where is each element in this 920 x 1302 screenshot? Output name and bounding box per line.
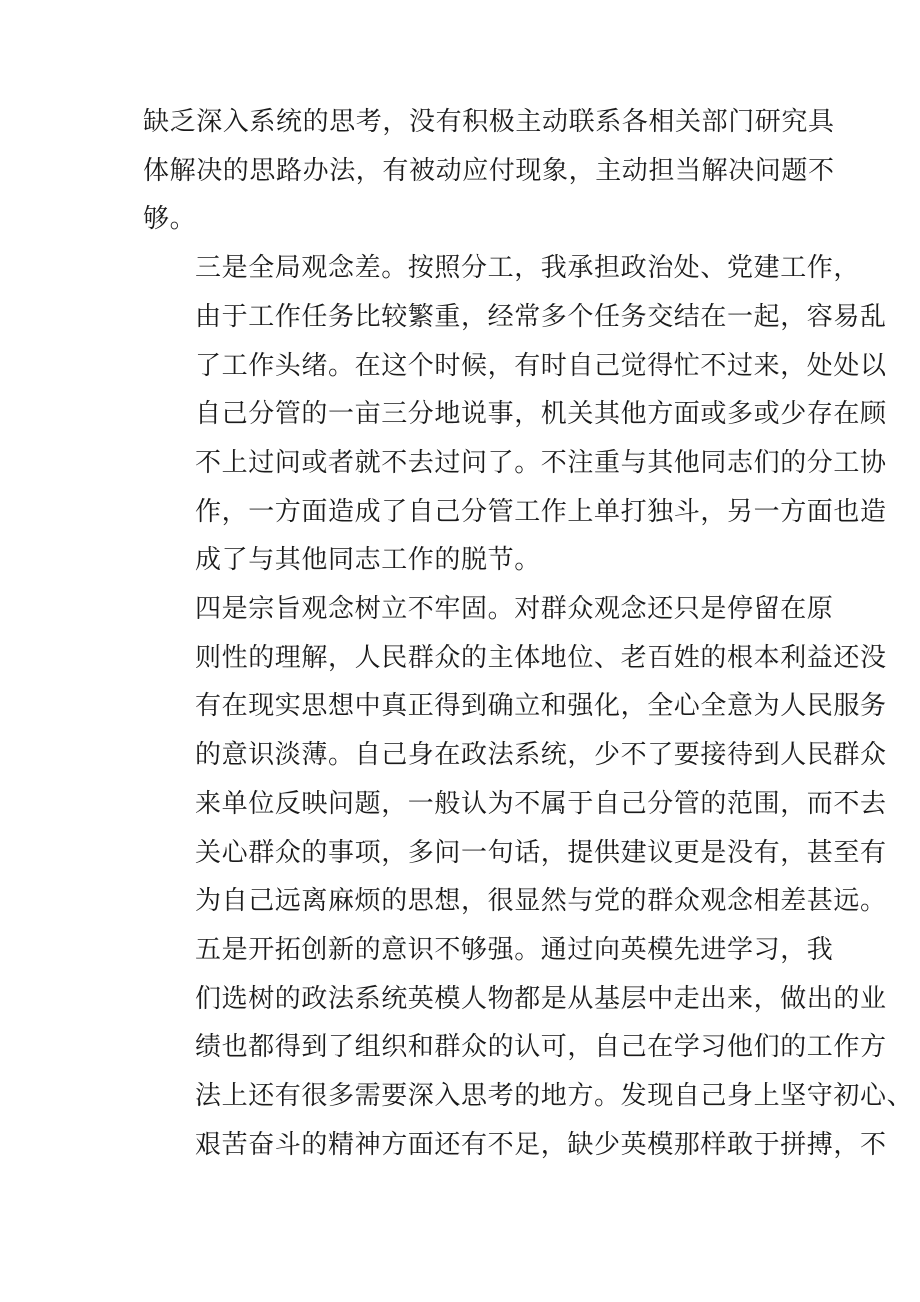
- text-line: 够。: [143, 204, 197, 235]
- text-line: 绩也都得到了组织和群众的认可，自己在学习他们的工作方: [195, 1032, 887, 1063]
- text-line: 来单位反映问题，一般认为不属于自己分管的范围，而不去: [195, 788, 887, 819]
- document-body: [143, 98, 914, 1169]
- paragraph-innovation: [143, 926, 914, 1170]
- text-line: 艰苦奋斗的精神方面还有不足，缺少英模那样敢于拼搏，不: [195, 1129, 887, 1160]
- text-line: 为自己远离麻烦的思想，很显然与党的群众观念相差甚远。: [195, 886, 887, 917]
- text-line: 关心群众的事项，多问一句话，提供建议更是没有，甚至有: [195, 837, 887, 868]
- text-line: 则性的理解，人民群众的主体地位、老百姓的根本利益还没: [195, 642, 887, 673]
- text-line: 五是开拓创新的意识不够强。通过向英模先进学习，我: [195, 934, 834, 965]
- text-line: 作，一方面造成了自己分管工作上单打独斗，另一方面也造: [195, 496, 887, 527]
- text-line: 有在现实思想中真正得到确立和强化，全心全意为人民服务: [195, 691, 887, 722]
- paragraph-continuation: [143, 98, 835, 244]
- text-line: 成了与其他同志工作的脱节。: [195, 545, 541, 576]
- text-line: 不上过问或者就不去过问了。不注重与其他同志们的分工协: [195, 447, 887, 478]
- text-line: 三是全局观念差。按照分工，我承担政治处、党建工作，: [195, 253, 861, 284]
- text-line: 自己分管的一亩三分地说事，机关其他方面或多或少存在顾: [195, 399, 887, 430]
- text-line: 体解决的思路办法，有被动应付现象，主动担当解决问题不: [143, 155, 835, 186]
- text-line: 法上还有很多需要深入思考的地方。发现自己身上坚守初心、: [195, 1081, 914, 1112]
- paragraph-overall-view: [143, 244, 887, 585]
- paragraph-purpose-concept: [143, 585, 887, 926]
- text-line: 们选树的政法系统英模人物都是从基层中走出来，做出的业: [195, 983, 887, 1014]
- text-line: 四是宗旨观念树立不牢固。对群众观念还只是停留在原: [195, 594, 834, 625]
- text-line: 的意识淡薄。自己身在政法系统，少不了要接待到人民群众: [195, 740, 887, 771]
- text-line: 由于工作任务比较繁重，经常多个任务交结在一起，容易乱: [195, 301, 887, 332]
- text-line: 缺乏深入系统的思考，没有积极主动联系各相关部门研究具: [143, 107, 835, 137]
- text-line: 了工作头绪。在这个时候，有时自己觉得忙不过来，处处以: [195, 350, 887, 381]
